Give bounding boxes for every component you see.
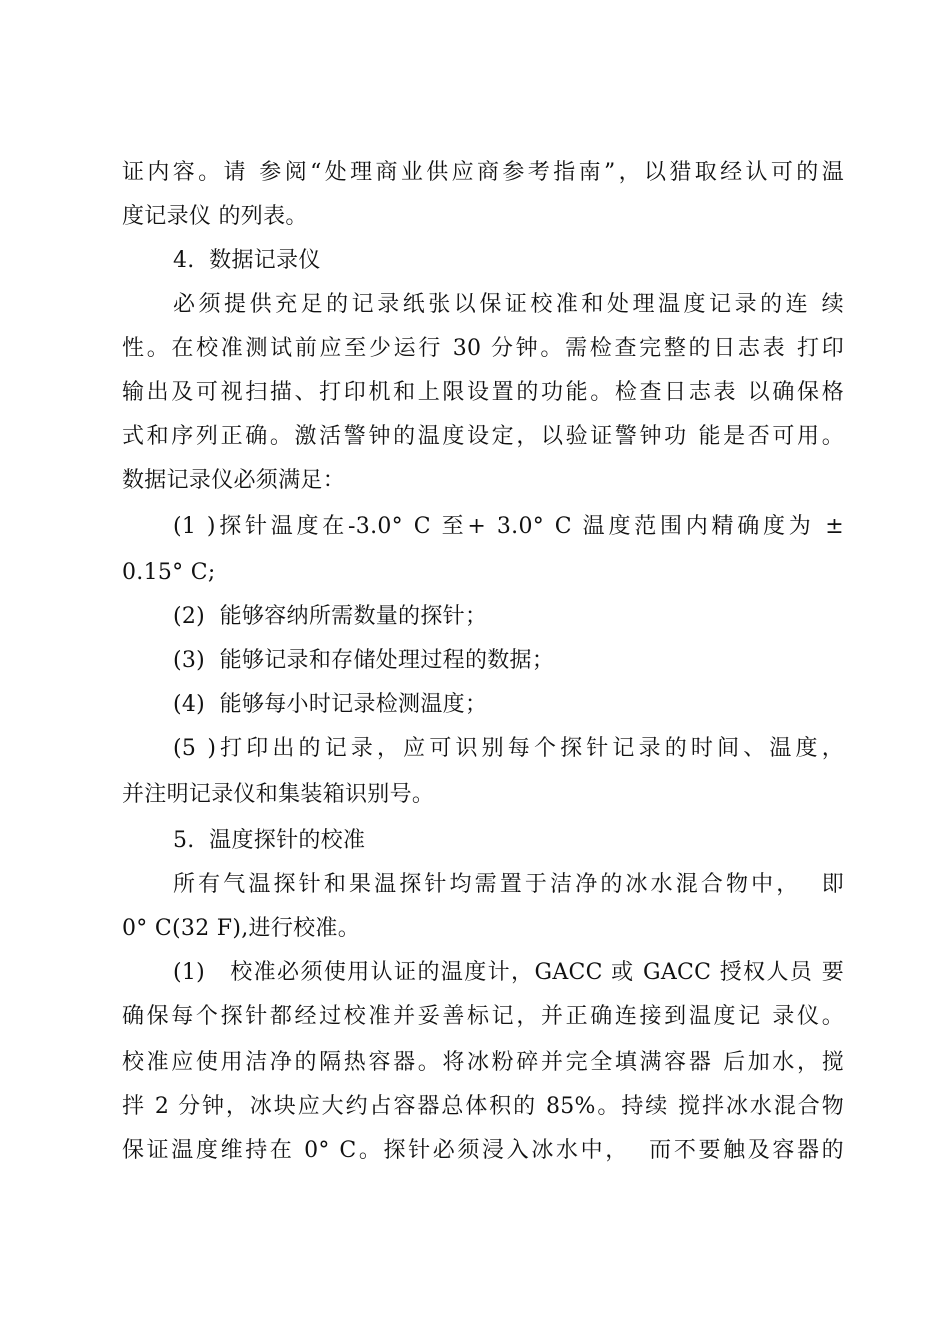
list-item: (4) 能够每小时记录检测温度；: [173, 692, 488, 717]
list-item: (1 )探针温度在-3.0° C 至+ 3.0° C 温度范围内精确度为 ±: [173, 514, 844, 539]
text-line: 保证温度维持在 0° C。探针必须浸入冰水中， 而不要触及容器的: [122, 1138, 844, 1163]
text-line: 输出及可视扫描、打印机和上限设置的功能。检查日志表 以确保格: [122, 380, 844, 405]
text-line: 0° C(32 F),进行校准。: [122, 916, 361, 941]
text-line: 并注明记录仪和集装箱识别号。: [122, 782, 435, 807]
text-line: 所有气温探针和果温探针均需置于洁净的冰水混合物中， 即: [173, 872, 844, 897]
text-line: 证内容。请 参阅“处理商业供应商参考指南”，以猎取经认可的温: [122, 160, 844, 185]
text-line: 必须提供充足的记录纸张以保证校准和处理温度记录的连 续: [173, 292, 844, 317]
section-heading: 4. 数据记录仪: [173, 248, 321, 273]
list-item: (2) 能够容纳所需数量的探针；: [173, 604, 488, 629]
list-item: (5 )打印出的记录，应可识别每个探针记录的时间、温度，: [173, 736, 844, 761]
text-line: 校准应使用洁净的隔热容器。将冰粉碎并完全填满容器 后加水，搅: [122, 1050, 844, 1075]
text-line: 确保每个探针都经过校准并妥善标记，并正确连接到温度记 录仪。: [122, 1004, 844, 1029]
text-line: 数据记录仪必须满足：: [122, 468, 346, 493]
text-line: 度记录仪 的列表。: [122, 204, 308, 229]
text-line: 拌 2 分钟，冰块应大约占容器总体积的 85%。持续 搅拌冰水混合物: [122, 1094, 844, 1119]
list-item: (3) 能够记录和存储处理过程的数据；: [173, 648, 555, 673]
list-item: (1) 校准必须使用认证的温度计，GACC 或 GACC 授权人员 要: [173, 960, 844, 985]
text-line: 性。在校准测试前应至少运行 30 分钟。需检查完整的日志表 打印: [122, 336, 844, 361]
text-line: 0.15° C;: [122, 560, 216, 585]
text-line: 式和序列正确。激活警钟的温度设定，以验证警钟功 能是否可用。: [122, 424, 844, 449]
section-heading: 5. 温度探针的校准: [173, 828, 366, 853]
